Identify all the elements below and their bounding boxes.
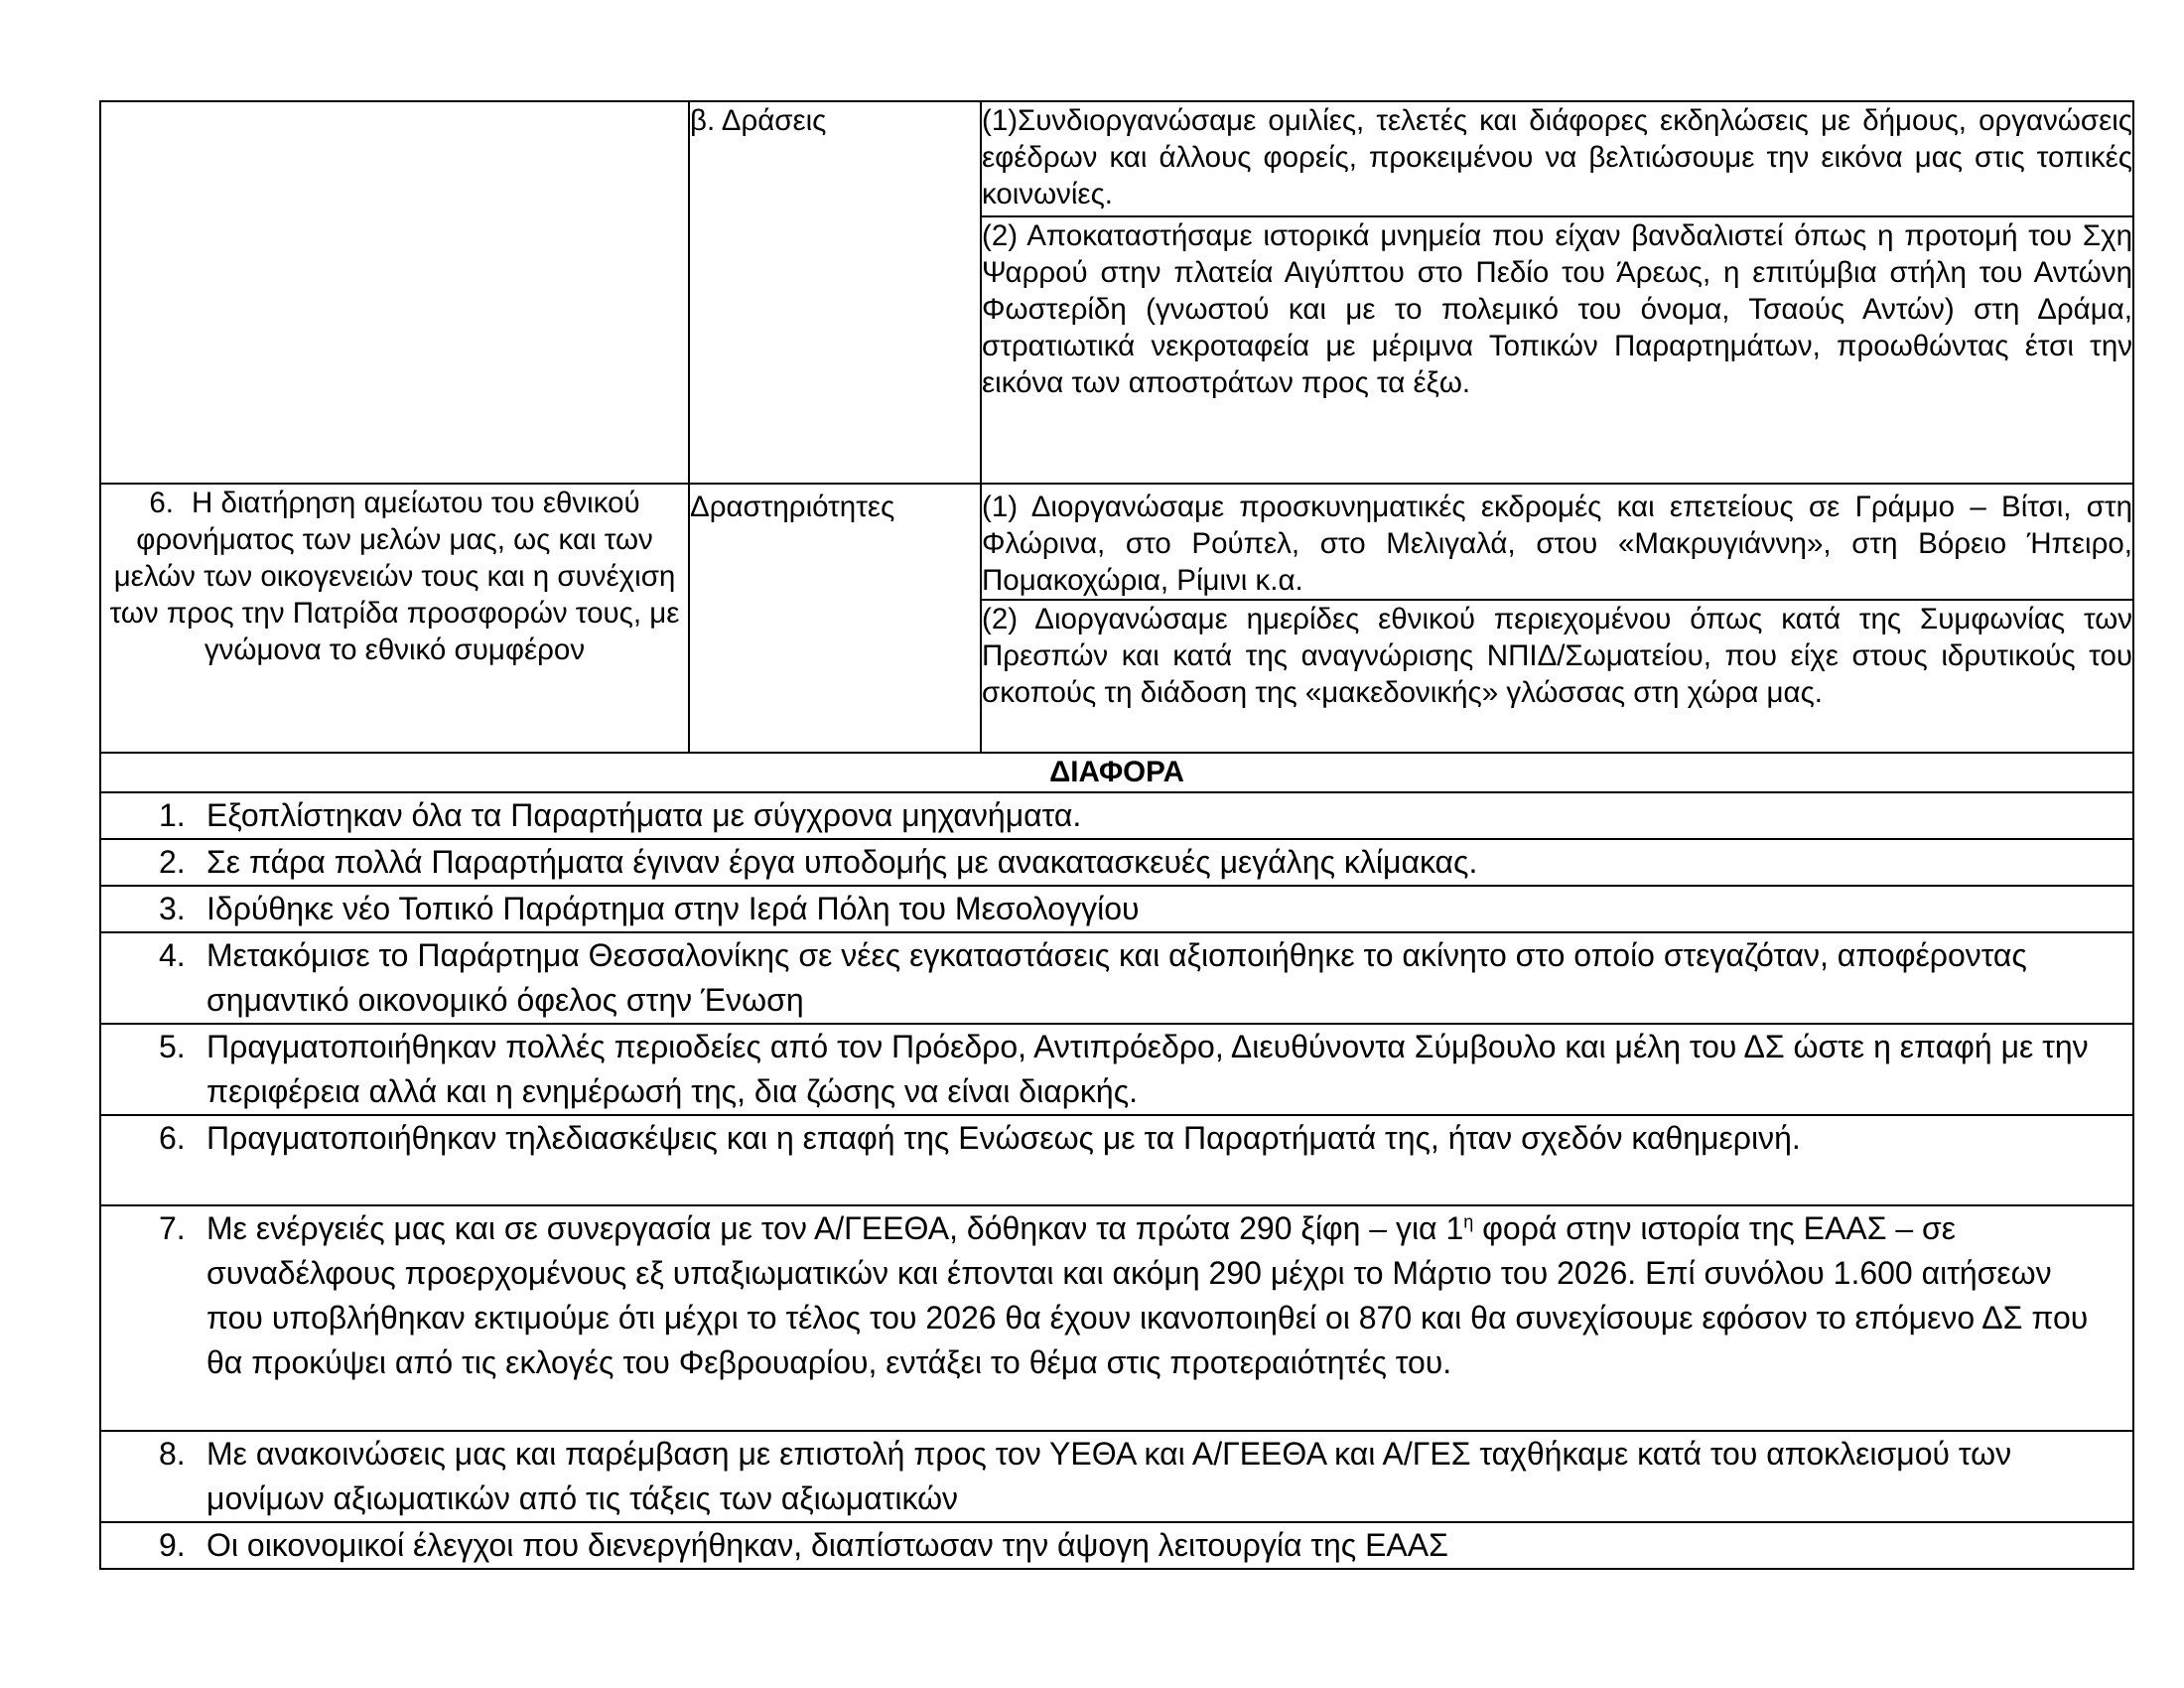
table-row-actions — [100, 101, 2133, 484]
actions-cell — [981, 101, 2133, 484]
item-number: 7. — [159, 1210, 186, 1246]
item-text: Μετακόμισε το Παράρτημα Θεσσαλονίκης σε νέες εγκαταστάσεις και αξιοποιήθηκε το ακίνητο στο οποίο στεγαζόταν, αποφέροντας σημαντικό οικονομικό όφελος στην Ένωση — [206, 937, 2027, 1018]
item-number: 9. — [159, 1527, 186, 1563]
list-item — [100, 932, 2133, 1024]
list-item-content — [101, 840, 2132, 885]
item-number: 3. — [159, 891, 186, 926]
action-row — [982, 485, 2132, 600]
superscript: η — [1463, 1211, 1474, 1232]
list-item-content — [101, 793, 2132, 838]
actions-list — [982, 485, 2132, 711]
item-number: 5. — [159, 1029, 186, 1064]
list-item-content — [101, 1206, 2132, 1385]
action-text: (1) Διοργανώσαμε προσκυνηματικές εκδρομές και επετείους σε Γράμμο – Βίτσι, στη Φλώρινα, στο Ρούπελ, στο Μελιγαλά, στου «Μακρυγιάννη», στη Βόρειο Ήπειρο, Πομακοχώρια, Ρίμινι κ.α. — [982, 485, 2132, 600]
list-item-content — [101, 933, 2132, 1023]
goal-cell-empty — [100, 101, 689, 484]
action-row — [982, 102, 2132, 216]
list-item — [100, 886, 2133, 932]
action-row — [982, 216, 2132, 440]
list-item-content — [101, 1116, 2132, 1161]
list-item — [100, 792, 2133, 839]
action-text: (2) Διοργανώσαμε ημερίδες εθνικού περιεχομένου όπως κατά της Συμφωνίας των Πρεσπών και κατά της αναγνώρισης ΝΠΙΔ/Σωματείου, που είχε στους ιδρυτικούς του σκοπούς τη διάδοση της «μακεδονικής» γλώσσας στη χώρα μας. — [982, 603, 2132, 709]
item-text-part: φορά στην ιστορία της ΕΑΑΣ – σε συναδέλφους προερχομένους εξ υπαξιωματικών και έπονται και ακόμη 290 μέχρι το Μάρτιο του 2026. Επί συνόλου 1.600 αιτήσεων που υποβλήθηκαν εκτιμούμε ότι μέχρι το τέλος του 2026 θα έχουν ικανοποιηθεί οι 870 και θα συνεχίσουμε εφόσον το επόμενο ΔΣ που θα προκύψει από τις εκλογές του Φεβρουαρίου, εντάξει το θέμα στις προτεραιότητές του. — [206, 1210, 2089, 1380]
list-item — [100, 1115, 2133, 1205]
list-item-content — [101, 1523, 2132, 1568]
item-text: Σε πάρα πολλά Παραρτήματα έγιναν έργα υποδομής με ανακατασκευές μεγάλης κλίμακας. — [206, 844, 1478, 880]
action-text: (1)Συνδιοργανώσαμε ομιλίες, τελετές και διάφορες εκδηλώσεις με δήμους, οργανώσεις εφέδρων και άλλους φορείς, προκειμένου να βελτιώσουμε την εικόνα μας στις τοπικές κοινωνίες. — [982, 102, 2132, 216]
item-text: Πραγματοποιήθηκαν τηλεδιασκέψεις και η επαφή της Ενώσεως με τα Παραρτήματά της, ήταν σχεδόν καθημερινή. — [206, 1120, 1801, 1156]
list-item — [100, 1024, 2133, 1115]
list-item — [100, 1431, 2133, 1522]
table-row-misc-heading — [100, 753, 2133, 792]
item-number: 1. — [159, 797, 186, 833]
document-page — [99, 100, 2132, 1570]
list-item-content — [101, 887, 2132, 931]
actions-cell — [981, 484, 2133, 753]
item-number: 6. — [159, 1120, 186, 1156]
item-text-part: Με ενέργειές μας και σε συνεργασία με τον Α/ΓΕΕΘΑ, δόθηκαν τα πρώτα 290 ξίφη – για 1 — [206, 1210, 1464, 1246]
goal-text: Η διατήρηση αμείωτου του εθνικού φρονήματος των μελών μας, ως και των μελών των οικογενειών τους και η συνέχιση των προς την Πατρίδα προσφορών τους, με γνώμονα το εθνικό συμφέρον — [109, 487, 680, 666]
goal-number: 6. — [149, 487, 174, 519]
category-cell: β. Δράσεις — [689, 101, 981, 484]
actions-list — [982, 102, 2132, 440]
item-text: Οι οικονομικοί έλεγχοι που διενεργήθηκαν, διαπίστωσαν την άψογη λειτουργία της ΕΑΑΣ — [206, 1527, 1448, 1563]
item-text: Εξοπλίστηκαν όλα τα Παραρτήματα με σύγχρονα μηχανήματα. — [206, 797, 1082, 833]
list-item-content — [101, 1025, 2132, 1114]
item-number: 8. — [159, 1436, 186, 1472]
list-item — [100, 1522, 2133, 1569]
action-text: (2) Αποκαταστήσαμε ιστορικά μνημεία που είχαν βανδαλιστεί όπως η προτομή του Σχη Ψαρρού στην πλατεία Αιγύπτου στο Πεδίο του Άρεως, η επιτύμβια στήλη του Αντώνη Φωστερίδη (γνωστού και με το πολεμικό του όνομα, Τσαούς Αντών) στη Δράμα, στρατιωτικά νεκροταφεία με μέριμνα Τοπικών Παραρτημάτων, προωθώντας έτσι την εικόνα των αποστράτων προς τα έξω. — [982, 219, 2132, 399]
item-text: Πραγματοποιήθηκαν πολλές περιοδείες από τον Πρόεδρο, Αντιπρόεδρο, Διευθύνοντα Σύμβουλο και μέλη του ΔΣ ώστε η επαφή με την περιφέρεια αλλά και η ενημέρωσή της, δια ζώσης να είναι διαρκής. — [206, 1029, 2089, 1109]
list-item — [100, 839, 2133, 886]
item-text: Με ανακοινώσεις μας και παρέμβαση με επιστολή προς τον ΥΕΘΑ και Α/ΓΕΕΘΑ και Α/ΓΕΣ ταχθήκαμε κατά του αποκλεισμού των μονίμων αξιωματικών από τις τάξεις των αξιωματικών — [206, 1436, 2012, 1516]
list-item-content — [101, 1432, 2132, 1521]
section-heading: ΔΙΑΦΟΡΑ — [100, 753, 2133, 792]
category-cell: Δραστηριότητες — [689, 484, 981, 753]
goal-cell — [100, 484, 689, 753]
action-row — [982, 600, 2132, 711]
item-number: 4. — [159, 937, 186, 973]
item-text: Ιδρύθηκε νέο Τοπικό Παράρτημα στην Ιερά Πόλη του Μεσολογγίου — [206, 891, 1140, 926]
item-text — [206, 1206, 2113, 1385]
list-item — [100, 1205, 2133, 1431]
item-number: 2. — [159, 844, 186, 880]
activities-table — [99, 100, 2134, 1570]
table-row-goal-6 — [100, 484, 2133, 753]
